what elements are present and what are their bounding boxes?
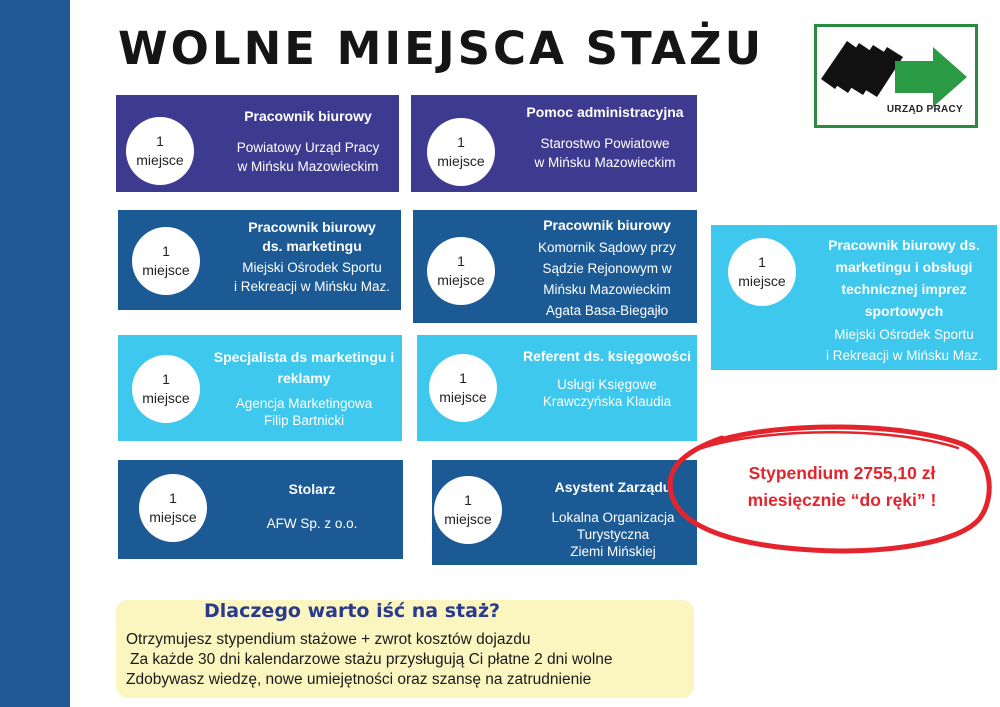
employer: Miejski Ośrodek Sportu i Rekreacji w Mińsku Maz.: [825, 327, 983, 363]
why-internship-box: [116, 600, 694, 698]
position-card: [711, 225, 997, 370]
position-info: [515, 103, 695, 172]
position-info: [517, 347, 697, 410]
stipend-note: miesięcznie “do ręki” !: [747, 490, 937, 510]
employer: Lokalna Organizacja Turystyczna Ziemi Mińskiej: [551, 510, 675, 559]
position-info: [811, 234, 997, 366]
position-title: Referent ds. księgowości: [522, 348, 692, 364]
places-badge: 1 miejsce: [427, 118, 495, 186]
page-title: WOLNE MIEJSCA STAŻU: [118, 22, 765, 75]
position-card: [118, 335, 402, 441]
position-info: [208, 347, 400, 429]
position-card: [413, 210, 697, 323]
position-title: Specjalista ds marketingu i reklamy: [213, 349, 395, 386]
logo-label: URZĄD PRACY: [886, 104, 963, 115]
places-badge: 1 miejsce: [126, 117, 194, 185]
employer: Agencja Marketingowa Filip Bartnicki: [235, 396, 373, 428]
places-badge: 1 miejsce: [132, 227, 200, 295]
urzad-pracy-logo: [814, 24, 978, 128]
position-card: [116, 95, 399, 192]
position-card: [118, 210, 401, 310]
position-card: [118, 460, 403, 559]
employer: Usługi Księgowe Krawczyńska Klaudia: [542, 377, 672, 409]
places-badge: 1 miejsce: [427, 237, 495, 305]
places-badge: 1 miejsce: [434, 476, 502, 544]
position-title: Pracownik biurowy: [543, 217, 671, 233]
employer: AFW Sp. z o.o.: [266, 516, 358, 531]
left-sidebar-stripe: [0, 0, 70, 707]
position-title: Stolarz: [288, 481, 336, 497]
benefit-item: Zdobywasz wiedzę, nowe umiejętności oraz szansę na zatrudnienie: [126, 671, 592, 688]
position-title: Pracownik biurowy: [244, 108, 372, 124]
places-badge: 1 miejsce: [429, 354, 497, 422]
why-title: Dlaczego warto iść na staż?: [204, 600, 501, 622]
position-title: Pracownik biurowy ds. marketingu: [248, 219, 376, 254]
employer: Miejski Ośrodek Sportu i Rekreacji w Mińsku Maz.: [233, 260, 391, 294]
position-title: Pomoc administracyjna: [526, 104, 684, 120]
places-badge: 1 miejsce: [728, 238, 796, 306]
stipend-callout: [697, 460, 987, 514]
employer: Komornik Sądowy przy Sądzie Rejonowym w Mińsku Mazowieckim Agata Basa-Biegajło: [537, 240, 677, 318]
position-info: [232, 480, 392, 533]
benefit-item: Za każde 30 dni kalendarzowe stażu przysługują Ci płatne 2 dni wolne: [130, 651, 613, 668]
benefit-item: Otrzymujesz stypendium stażowe + zwrot kosztów dojazdu: [126, 631, 531, 648]
places-badge: 1 miejsce: [139, 474, 207, 542]
position-card: [417, 335, 697, 441]
position-card: [432, 460, 697, 565]
position-title: Asystent Zarządu: [554, 479, 672, 495]
employer: Powiatowy Urząd Pracy w Mińsku Mazowieckim: [236, 140, 380, 174]
position-card: [411, 95, 697, 192]
position-info: [224, 218, 400, 296]
stipend-amount: Stypendium 2755,10 zł: [748, 463, 936, 483]
position-info: [220, 107, 396, 176]
places-badge: 1 miejsce: [132, 355, 200, 423]
position-info: [517, 216, 697, 321]
position-title: Pracownik biurowy ds. marketingu i obsługi technicznej imprez sportowych: [828, 237, 980, 319]
employer: Starostwo Powiatowe w Mińsku Mazowieckim: [534, 136, 676, 170]
